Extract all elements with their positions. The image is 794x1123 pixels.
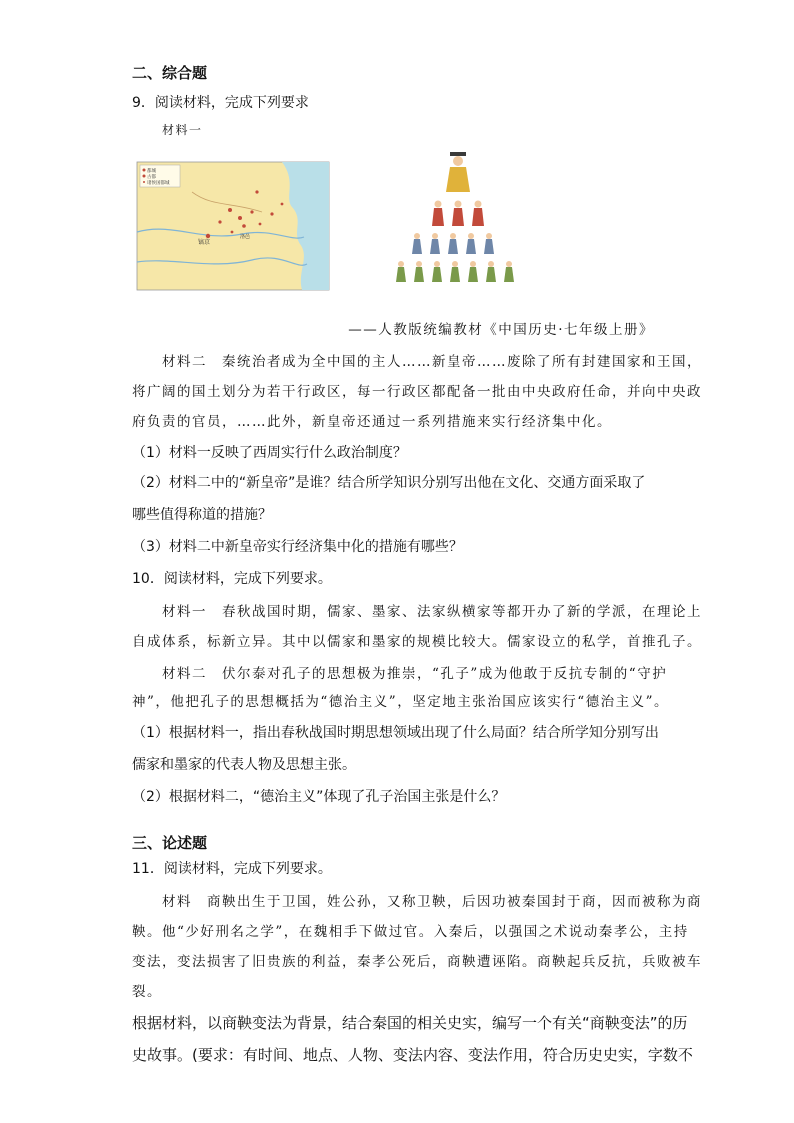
q9-sub-question-2-line-1: （2）材料二中的“新皇帝”是谁？结合所学知识分别写出他在文化、交通方面采取了 bbox=[132, 475, 646, 491]
q9-material2-line-1: 材料二 秦统治者成为全中国的主人……新皇帝……废除了所有封建国家和王国， bbox=[162, 354, 702, 370]
q11-task-line-2: 史故事。(要求：有时间、地点、人物、变法内容、变法作用，符合历史史实，字数不 bbox=[132, 1046, 693, 1064]
material1-label: 材料一 bbox=[162, 123, 203, 137]
question-10-stem: 10．阅读材料，完成下列要求。 bbox=[132, 571, 332, 587]
material1-images bbox=[132, 152, 602, 292]
legend-mark-1 bbox=[143, 169, 146, 172]
q11-material-line-2: 鞅。他“少好刑名之学”，在魏相手下做过官。入秦后，以强国之术说动秦孝公，主持 bbox=[132, 924, 689, 940]
map-legend-2: 古都 bbox=[147, 175, 156, 180]
q10-sub-question-1-line-1: （1）根据材料一，指出春秋战国时期思想领域出现了什么局面？结合所学知分别写出 bbox=[132, 725, 659, 741]
section-title-3: 三、论述题 bbox=[132, 834, 208, 852]
map-capital-label: 镐京 bbox=[198, 239, 211, 246]
noble-row bbox=[432, 201, 484, 227]
western-zhou-map bbox=[137, 162, 329, 290]
q11-material-line-3: 变法，变法损害了旧贵族的利益，秦孝公死后，商鞅遭诬陷。商鞅起兵反抗，兵败被车 bbox=[132, 954, 702, 970]
q11-material-line-4: 裂。 bbox=[132, 984, 162, 1000]
feudal-hierarchy-pyramid bbox=[396, 152, 514, 282]
emperor-figure bbox=[446, 152, 470, 192]
q9-sub-question-3: （3）材料二中新皇帝实行经济集中化的措施有哪些？ bbox=[132, 539, 463, 555]
q10-material1-line-2: 自成体系，标新立异。其中以儒家和墨家的规模比较大。儒家设立的私学，首推孔子。 bbox=[132, 634, 702, 650]
q11-task-line-1: 根据材料，以商鞅变法为背景，结合秦国的相关史实，编写一个有关“商鞅变法”的历 bbox=[132, 1014, 688, 1032]
section-title: 二、综合题 bbox=[132, 64, 208, 82]
commoner-row bbox=[396, 261, 514, 282]
q10-material1-line-1: 材料一 春秋战国时期，儒家、墨家、法家纵横家等都开办了新的学派，在理论上 bbox=[162, 604, 702, 620]
map-city-label: 洛邑 bbox=[240, 234, 251, 240]
material1-figures bbox=[132, 152, 602, 296]
legend-mark-2 bbox=[143, 175, 146, 178]
q10-material2-line-2: 神”，他把孔子的思想概括为“德治主义”，坚定地主张治国应该实行“德治主义”。 bbox=[132, 694, 670, 710]
q9-material2-line-3: 府负责的官员，……此外，新皇帝还通过一系列措施来实行经济集中化。 bbox=[132, 414, 612, 430]
q10-material2-line-1: 材料二 伏尔泰对孔子的思想极为推崇，“孔子”成为他敢于反抗专制的“守护 bbox=[162, 666, 668, 682]
q9-sub-question-2-line-2: 哪些值得称道的措施？ bbox=[132, 507, 272, 523]
legend-mark-3 bbox=[143, 181, 145, 183]
question-9-stem: 9．阅读材料，完成下列要求 bbox=[132, 95, 309, 111]
material1-source: ——人教版统编教材《中国历史·七年级上册》 bbox=[348, 322, 654, 338]
q9-material2-line-2: 将广阔的国土划分为若干行政区，每一行政区都配备一批由中央政府任命，并向中央政 bbox=[132, 384, 702, 400]
q10-sub-question-1-line-2: 儒家和墨家的代表人物及思想主张。 bbox=[132, 757, 356, 773]
map-legend-1: 都城 bbox=[147, 169, 156, 174]
map-legend-3: 诸侯国都城 bbox=[147, 181, 170, 186]
question-11-stem: 11．阅读材料，完成下列要求。 bbox=[132, 861, 332, 877]
official-row bbox=[412, 233, 494, 254]
q10-sub-question-2: （2）根据材料二，“德治主义”体现了孔子治国主张是什么？ bbox=[132, 789, 506, 805]
q11-material-line-1: 材料 商鞅出生于卫国，姓公孙，又称卫鞅，后因功被秦国封于商，因而被称为商 bbox=[162, 894, 702, 910]
q9-sub-question-1: （1）材料一反映了西周实行什么政治制度？ bbox=[132, 445, 407, 461]
